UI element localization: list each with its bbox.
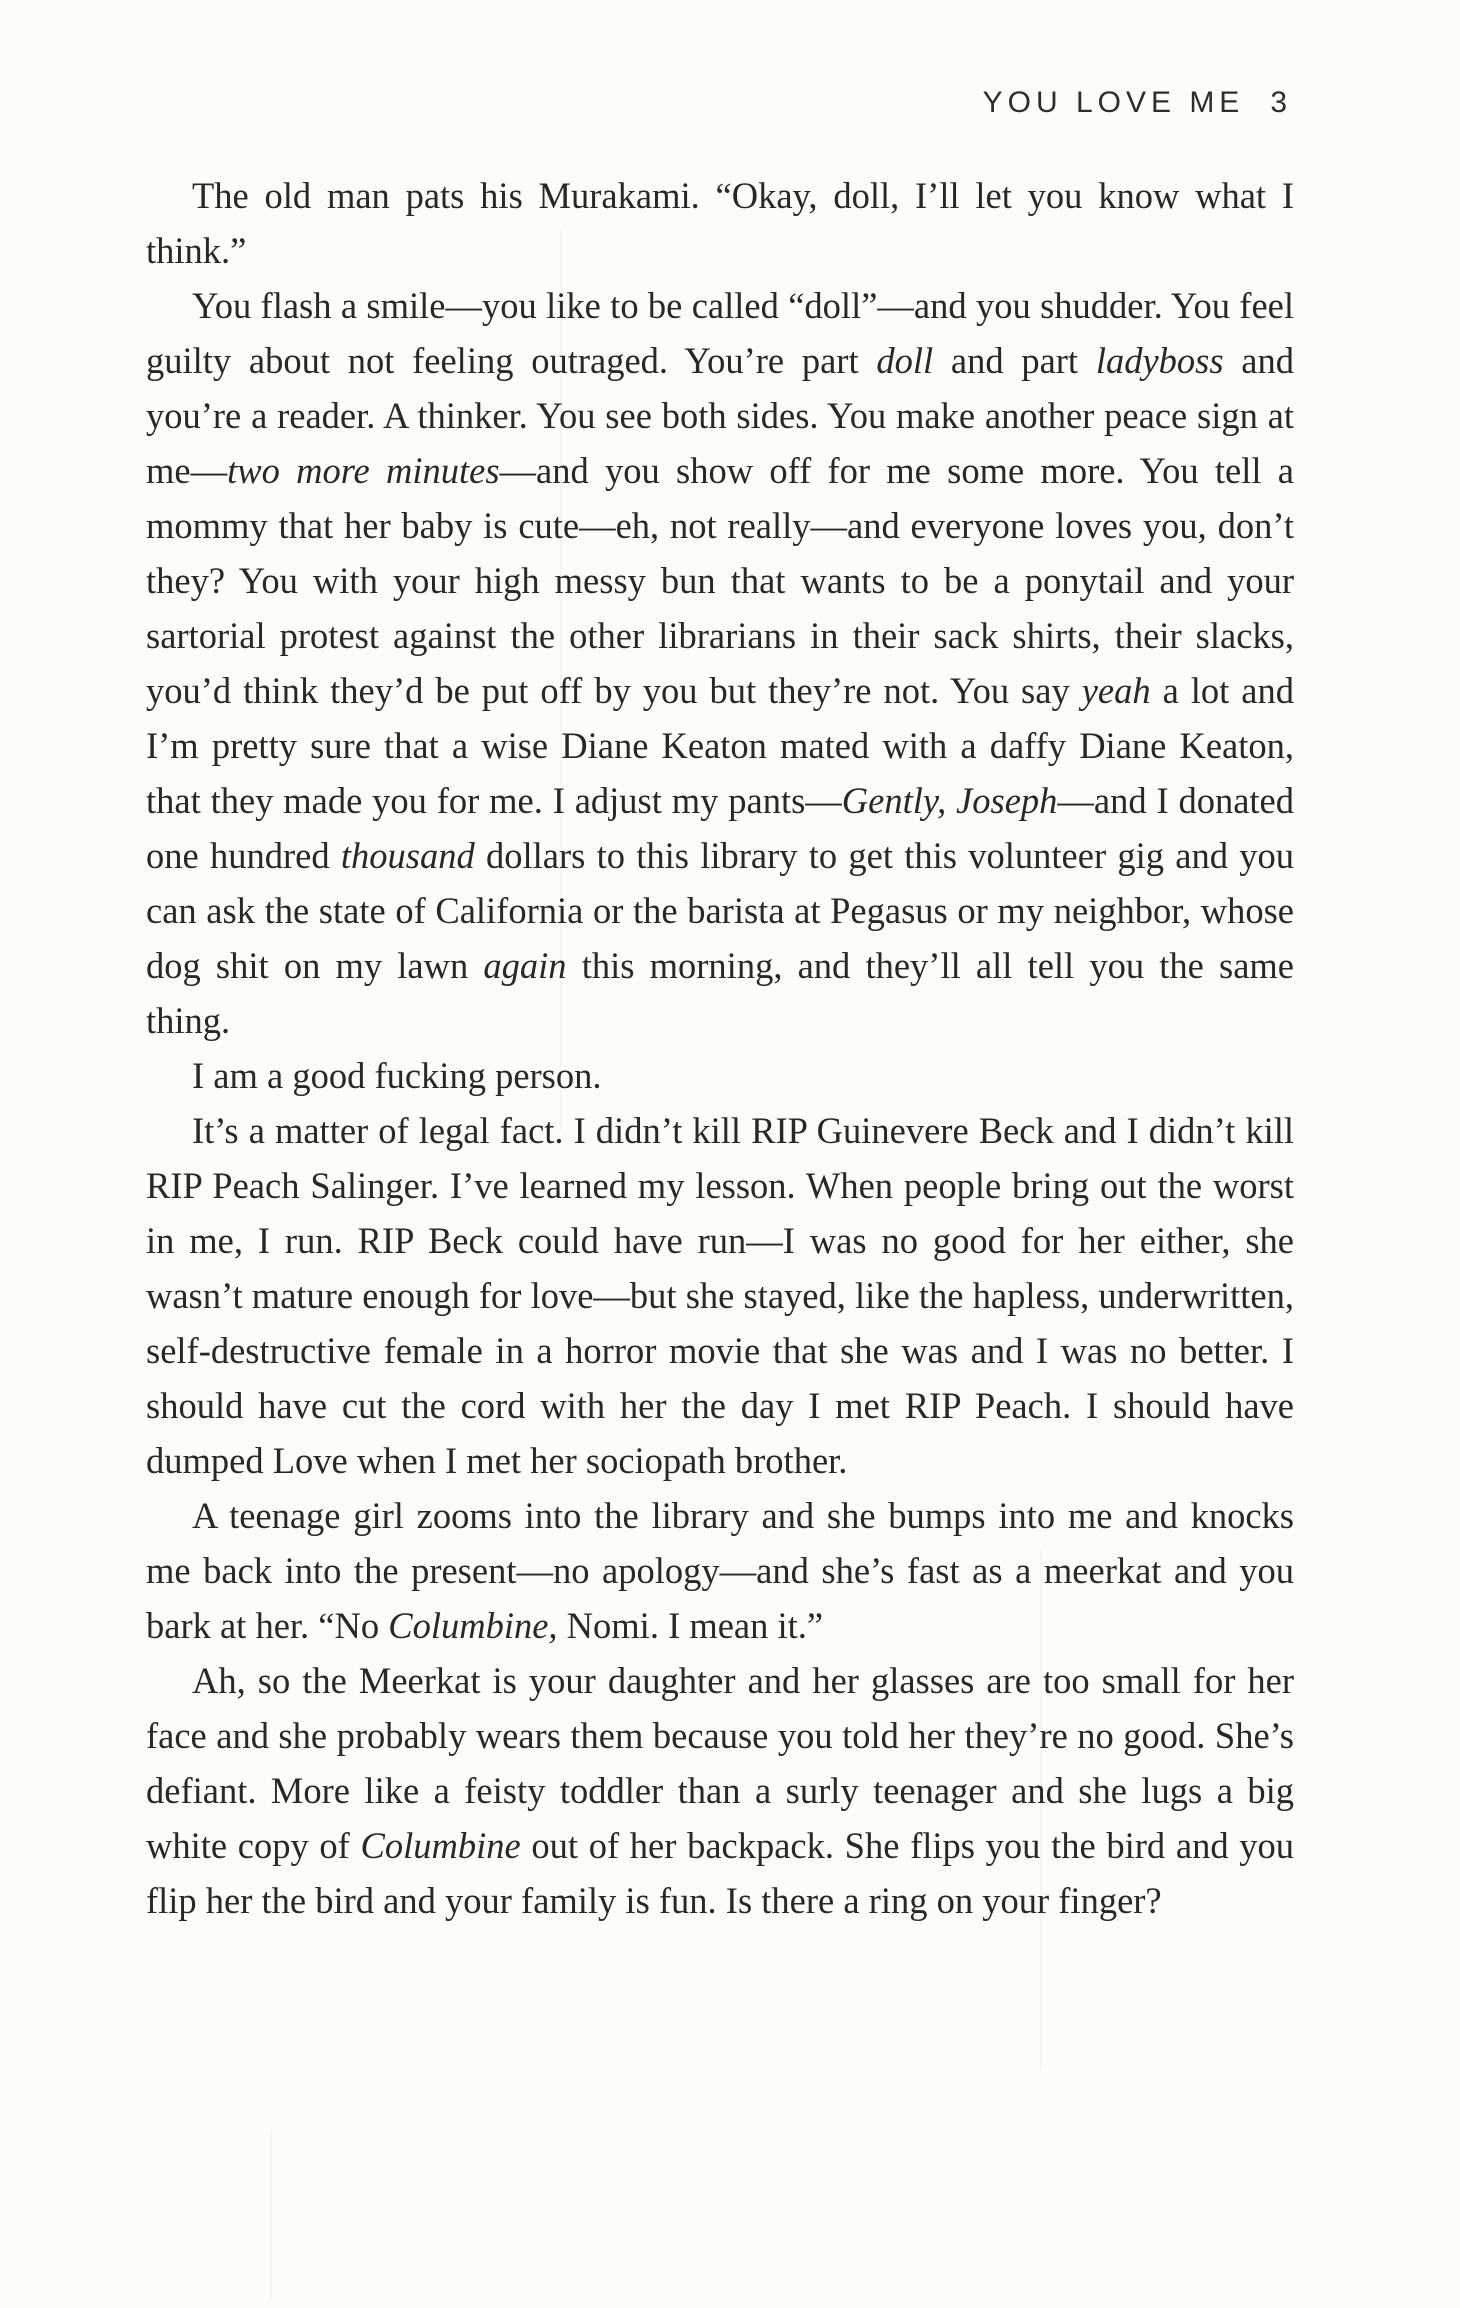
text-run: You flash a smile—you like to be called “doll”—and you shudder. You feel guilty about not feeling outraged. You’re part — [146, 285, 1294, 381]
text-run: —and you show off for me some more. You tell a mommy that her baby is cute—eh, not really—and everyone loves you, don’t they? You with your high messy bun that wants to be a ponytail and your sartorial protest against the other librarians in their sack shirts, their slacks, you’d think they’d be put off by you but they’re not. You say — [146, 450, 1294, 711]
text-run: out of her backpack. She flips you the bird and you flip her the bird and your family is fun. Is there a ring on your finger? — [146, 1825, 1294, 1921]
body-text — [146, 168, 1294, 1928]
italic-text: Gently, Joseph — [841, 780, 1058, 821]
text-run: this morning, and they’ll all tell you the same thing. — [146, 945, 1295, 1041]
paragraph — [146, 168, 1294, 278]
text-run: and part — [933, 340, 1096, 381]
paragraph — [146, 1653, 1294, 1928]
italic-text: thousand — [340, 835, 475, 876]
text-run: A teenage girl zooms into the library and she bumps into me and knocks me back into the present—no apology—and she’s fast as a meerkat and you bark at her. “No — [146, 1495, 1294, 1646]
text-run: I am a good fucking person. — [192, 1055, 602, 1096]
italic-text: two more minutes — [227, 450, 500, 491]
text-run: The old man pats his Murakami. “Okay, doll, I’ll let you know what I think.” — [146, 175, 1294, 271]
text-run: and you’re a reader. A thinker. You see both sides. You make another peace sign at me— — [146, 340, 1295, 491]
running-head — [983, 86, 1292, 120]
book-title: YOU LOVE ME — [982, 86, 1245, 119]
paragraph — [146, 278, 1294, 1048]
italic-text: Columbine — [360, 1825, 521, 1866]
italic-text: again — [483, 945, 567, 986]
text-run: a lot and I’m pretty sure that a wise Diane Keaton mated with a daffy Diane Keaton, that they made you for me. I adjust my pants— — [146, 670, 1294, 821]
paragraph — [146, 1048, 1294, 1103]
text-run: It’s a matter of legal fact. I didn’t kill RIP Guinevere Beck and I didn’t kill RIP Peach Salinger. I’ve learned my lesson. When people bring out the worst in me, I run. RIP Beck could have run—I was no good for her either, she wasn’t mature enough for love—but she stayed, like the hapless, underwritten, self-destructive female in a horror movie that she was and I was no better. I should have cut the cord with her the day I met RIP Peach. I should have dumped Love when I met her sociopath brother. — [146, 1110, 1294, 1481]
text-run: Ah, so the Meerkat is your daughter and her glasses are too small for her face and she probably wears them because you told her they’re no good. She’s defiant. More like a feisty toddler than a surly teenager and she lugs a big white copy of — [146, 1660, 1294, 1866]
italic-text: yeah — [1081, 670, 1151, 711]
text-run: Nomi. I mean it.” — [557, 1605, 824, 1646]
page-number: 3 — [1270, 86, 1292, 119]
italic-text: ladyboss — [1095, 340, 1224, 381]
italic-text: doll — [876, 340, 934, 381]
text-run: dollars to this library to get this volunteer gig and you can ask the state of California or the barista at Pegasus or my neighbor, whose dog shit on my lawn — [146, 835, 1294, 986]
paragraph — [146, 1488, 1294, 1653]
paragraph — [146, 1103, 1294, 1488]
show-through-mark — [270, 2130, 272, 2300]
italic-text: Columbine, — [388, 1605, 558, 1646]
text-run: —and I donated one hundred — [146, 780, 1294, 876]
